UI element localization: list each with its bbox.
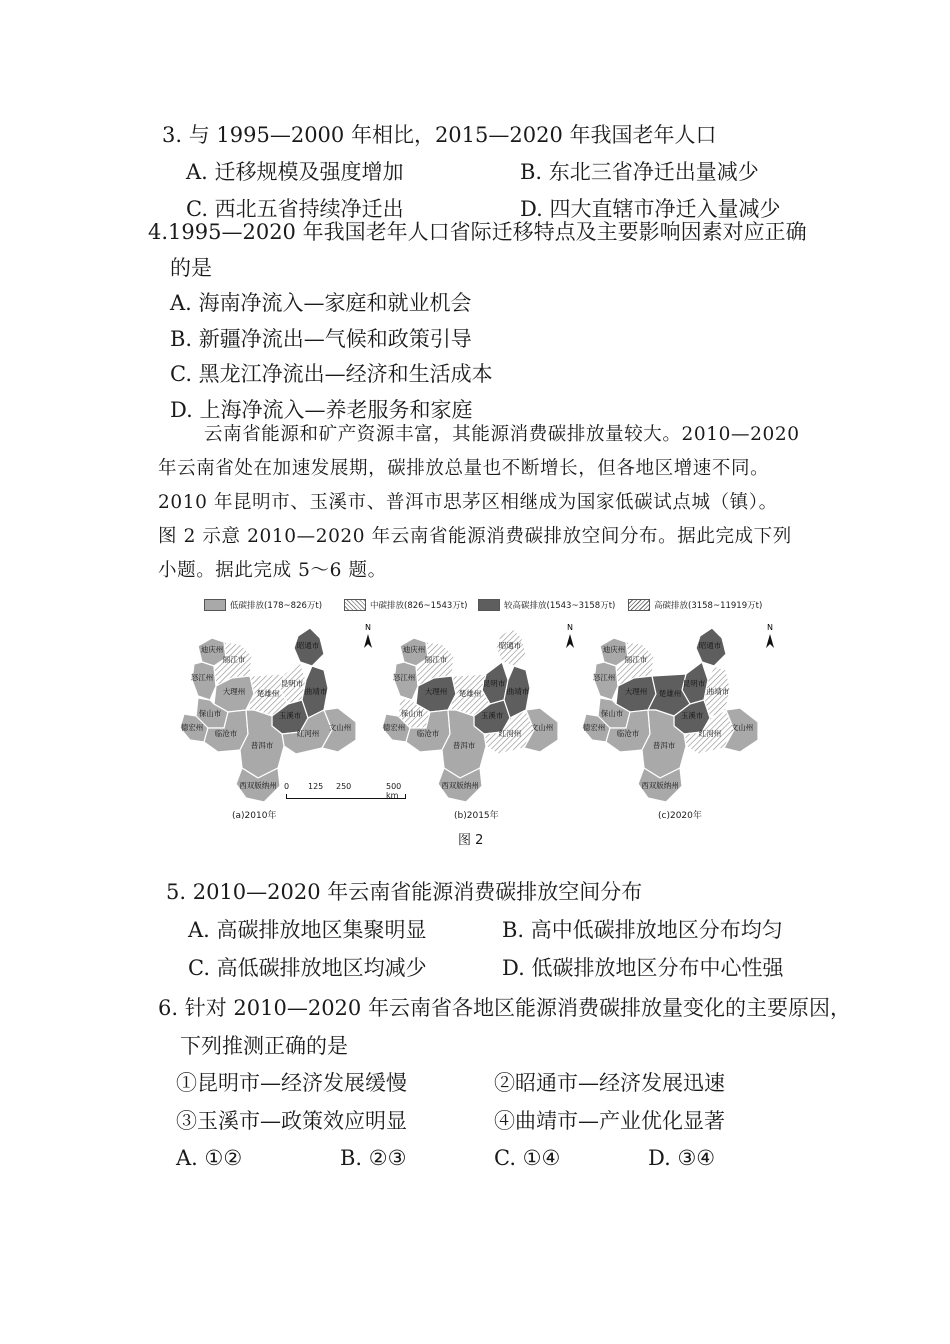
region-label: 玉溪市 [480, 711, 504, 720]
region-label: 大理州 [424, 687, 448, 696]
region-label: 迪庆州 [602, 645, 626, 654]
svg-text:N: N [767, 623, 773, 632]
q6-item-3: ③玉溪市—政策效应明显 [176, 1109, 407, 1133]
region-label: 文山州 [328, 723, 352, 732]
scale-tick-250: 250 [336, 782, 352, 791]
q6-item-4: ④曲靖市—产业优化显著 [494, 1109, 725, 1133]
q6-option-b[interactable]: B. ②③ [340, 1146, 407, 1170]
q5-option-b[interactable]: B. 高中低碳排放地区分布均匀 [502, 918, 783, 942]
yunnan-map-2015 [382, 623, 574, 802]
svg-text:N: N [365, 623, 371, 632]
region-label: 普洱市 [652, 741, 676, 750]
region-label: 怒江州 [592, 673, 616, 682]
svg-text:N: N [567, 623, 573, 632]
passage-line-1: 云南省能源和矿产资源丰富，其能源消费碳排放量较大。2010—2020 [204, 424, 800, 445]
region-label: 西双版纳州 [239, 781, 277, 790]
q5-stem: 5. 2010—2020 年云南省能源消费碳排放空间分布 [166, 880, 643, 904]
region-label: 曲靖市 [304, 687, 328, 696]
region-label: 临沧市 [214, 729, 238, 738]
region-label: 楚雄州 [256, 689, 280, 698]
q6-stem-line2: 下列推测正确的是 [180, 1034, 348, 1058]
region-label: 昭通市 [698, 641, 722, 650]
scale-tick-125: 125 [308, 782, 324, 791]
q6-option-d[interactable]: D. ③④ [648, 1146, 716, 1170]
region-label: 玉溪市 [278, 711, 302, 720]
q3-stem: 3. 与 1995—2000 年相比，2015—2020 年我国老年人口 [162, 123, 717, 147]
map-caption-c: (c)2020年 [658, 811, 702, 821]
q5-option-d[interactable]: D. 低碳排放地区分布中心性强 [502, 956, 784, 980]
region-label: 红河州 [498, 729, 522, 738]
region-label: 楚雄州 [658, 689, 682, 698]
region-label: 怒江州 [190, 673, 214, 682]
region-label: 丽江市 [424, 655, 448, 664]
region-label: 丽江市 [624, 655, 648, 664]
legend-label-higher: 较高碳排放(1543~3158万t) [504, 601, 616, 611]
region-label: 德宏州 [382, 723, 406, 732]
scale-tick-500: 500 km [386, 782, 402, 800]
yunnan-maps [178, 596, 786, 822]
q3-option-c[interactable]: C. 西北五省持续净迁出 [186, 197, 404, 221]
legend-label-low: 低碳排放(178~826万t) [230, 601, 323, 611]
region-label: 红河州 [698, 729, 722, 738]
region-label: 西双版纳州 [641, 781, 679, 790]
figure-2 [178, 596, 786, 822]
north-arrow-icon [364, 623, 372, 648]
legend-label-high: 高碳排放(3158~11919万t) [654, 601, 763, 611]
region-label: 昭通市 [498, 641, 522, 650]
region-label: 保山市 [400, 709, 424, 718]
region-label: 曲靖市 [506, 687, 530, 696]
region-label: 红河州 [296, 729, 320, 738]
region-label: 丽江市 [222, 655, 246, 664]
region-label: 昆明市 [682, 679, 706, 688]
q5-option-c[interactable]: C. 高低碳排放地区均减少 [188, 956, 427, 980]
north-arrow-icon [766, 623, 774, 648]
region-label: 昭通市 [296, 641, 320, 650]
region-label: 迪庆州 [402, 645, 426, 654]
q6-stem-line1: 6. 针对 2010—2020 年云南省各地区能源消费碳排放量变化的主要原因， [158, 996, 851, 1020]
region-label: 普洱市 [250, 741, 274, 750]
q6-item-1: ①昆明市—经济发展缓慢 [176, 1071, 407, 1095]
region-label: 昆明市 [482, 679, 506, 688]
region-label: 玉溪市 [680, 711, 704, 720]
region-label: 怒江州 [392, 673, 416, 682]
legend-label-mid: 中碳排放(826~1543万t) [370, 601, 468, 611]
q3-option-d[interactable]: D. 四大直辖市净迁入量减少 [520, 197, 781, 221]
figure-caption: 图 2 [458, 833, 484, 848]
region-label: 德宏州 [582, 723, 606, 732]
q3-option-b[interactable]: B. 东北三省净迁出量减少 [520, 160, 759, 184]
region-label: 楚雄州 [458, 689, 482, 698]
region-label: 西双版纳州 [441, 781, 479, 790]
q6-option-c[interactable]: C. ①④ [494, 1146, 561, 1170]
q6-item-2: ②昭通市—经济发展迅速 [494, 1071, 725, 1095]
region-label: 大理州 [222, 687, 246, 696]
q5-option-a[interactable]: A. 高碳排放地区集聚明显 [188, 918, 427, 942]
region-label: 大理州 [624, 687, 648, 696]
region-label: 曲靖市 [706, 687, 730, 696]
yunnan-map-2010 [180, 623, 372, 802]
region-label: 普洱市 [452, 741, 476, 750]
region-label: 迪庆州 [200, 645, 224, 654]
q4-option-b[interactable]: B. 新疆净流出—气候和政策引导 [170, 327, 472, 351]
q4-option-d[interactable]: D. 上海净流入—养老服务和家庭 [170, 398, 473, 422]
region-label: 保山市 [600, 709, 624, 718]
passage-line-3: 2010 年昆明市、玉溪市、普洱市思茅区相继成为国家低碳试点城（镇）。 [158, 492, 778, 513]
q4-option-c[interactable]: C. 黑龙江净流出—经济和生活成本 [170, 362, 493, 386]
north-arrow-icon [566, 623, 574, 648]
passage-line-5: 小题。据此完成 5～6 题。 [158, 560, 387, 581]
map-caption-a: (a)2010年 [232, 811, 277, 821]
region-label: 文山州 [730, 723, 754, 732]
q3-option-a[interactable]: A. 迁移规模及强度增加 [186, 160, 404, 184]
region-label: 临沧市 [616, 729, 640, 738]
region-label: 文山州 [530, 723, 554, 732]
q4-stem-line1: 4.1995—2020 年我国老年人口省际迁移特点及主要影响因素对应正确 [148, 220, 807, 244]
passage-line-2: 年云南省处在加速发展期，碳排放总量也不断增长，但各地区增速不同。 [158, 458, 770, 479]
q4-stem-line2: 的是 [170, 256, 212, 280]
q6-option-a[interactable]: A. ①② [176, 1146, 243, 1170]
map-caption-b: (b)2015年 [454, 811, 499, 821]
yunnan-map-2020 [582, 623, 774, 802]
scale-tick-0: 0 [284, 782, 290, 791]
region-label: 昆明市 [280, 679, 304, 688]
region-label: 临沧市 [416, 729, 440, 738]
passage-line-4: 图 2 示意 2010—2020 年云南省能源消费碳排放空间分布。据此完成下列 [158, 526, 792, 547]
region-label: 保山市 [198, 709, 222, 718]
q4-option-a[interactable]: A. 海南净流入—家庭和就业机会 [170, 291, 472, 315]
region-label: 德宏州 [180, 723, 204, 732]
